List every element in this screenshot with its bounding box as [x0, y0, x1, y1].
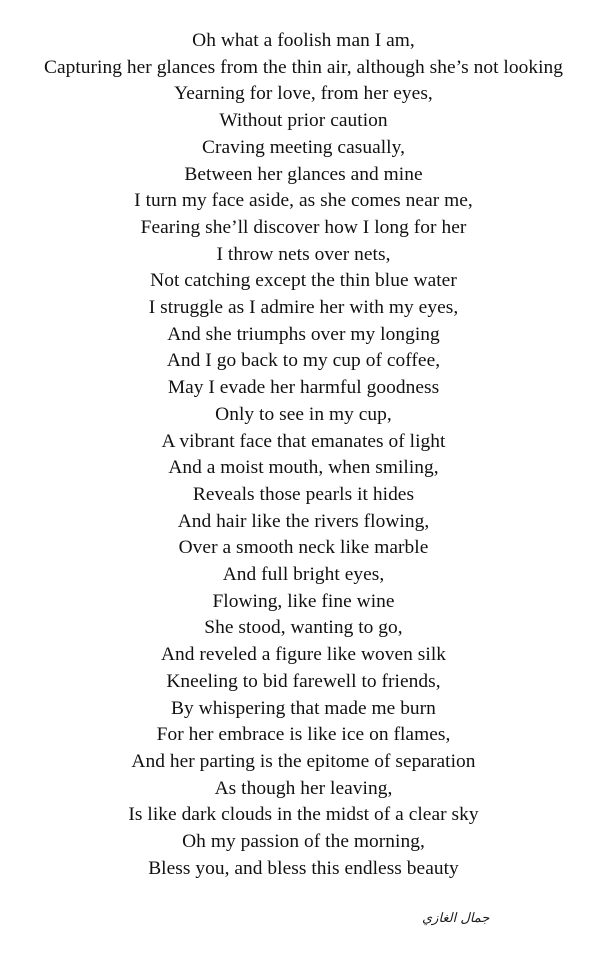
- poem-line: Reveals those pearls it hides: [192, 483, 415, 505]
- poem-line: Not catching except the thin blue water: [150, 270, 457, 292]
- poem-line: Capturing her glances from the thin air, although she’s not looking: [43, 56, 564, 78]
- poem-line: Fearing she’ll discover how I long for her: [140, 216, 467, 238]
- poem-line: And her parting is the epitome of separation: [131, 750, 476, 772]
- poem-line: Without prior caution: [219, 110, 388, 132]
- poem-line: Flowing, like fine wine: [212, 590, 395, 612]
- poem-line: I struggle as I admire her with my eyes,: [148, 297, 459, 319]
- poem-line: She stood, wanting to go,: [204, 617, 403, 639]
- poem-line: Is like dark clouds in the midst of a clear sky: [128, 804, 479, 826]
- poem-line: And hair like the rivers flowing,: [177, 510, 430, 532]
- poem-line: Over a smooth neck like marble: [178, 537, 429, 559]
- poem-line: Bless you, and bless this endless beauty: [148, 857, 459, 879]
- poem-line: I throw nets over nets,: [216, 243, 391, 265]
- poem-line: I turn my face aside, as she comes near me,: [134, 190, 473, 212]
- poem-line: Yearning for love, from her eyes,: [174, 83, 433, 105]
- poem-line: Kneeling to bid farewell to friends,: [166, 670, 441, 692]
- poem-line: And full bright eyes,: [222, 564, 385, 586]
- poem-line: Oh what a foolish man I am,: [192, 30, 415, 51]
- poem-line: And reveled a figure like woven silk: [160, 644, 447, 666]
- poem-line: A vibrant face that emanates of light: [161, 430, 446, 452]
- poem-line: Oh my passion of the morning,: [182, 831, 425, 853]
- poem-line: Only to see in my cup,: [215, 403, 392, 425]
- poem-text-block: [0, 28, 607, 883]
- poem-line: And a moist mouth, when smiling,: [168, 457, 439, 479]
- poem-line: May I evade her harmful goodness: [167, 377, 440, 399]
- poem-line: For her embrace is like ice on flames,: [156, 724, 451, 746]
- poem-line: And I go back to my cup of coffee,: [166, 350, 441, 372]
- poem-line: Between her glances and mine: [184, 163, 423, 185]
- poem-line: And she triumphs over my longing: [167, 323, 440, 345]
- poem-line: As though her leaving,: [214, 777, 393, 799]
- author-signature: جمال الغازي: [422, 911, 490, 926]
- poem-line: By whispering that made me burn: [171, 697, 436, 719]
- poem-line: Craving meeting casually,: [202, 136, 405, 158]
